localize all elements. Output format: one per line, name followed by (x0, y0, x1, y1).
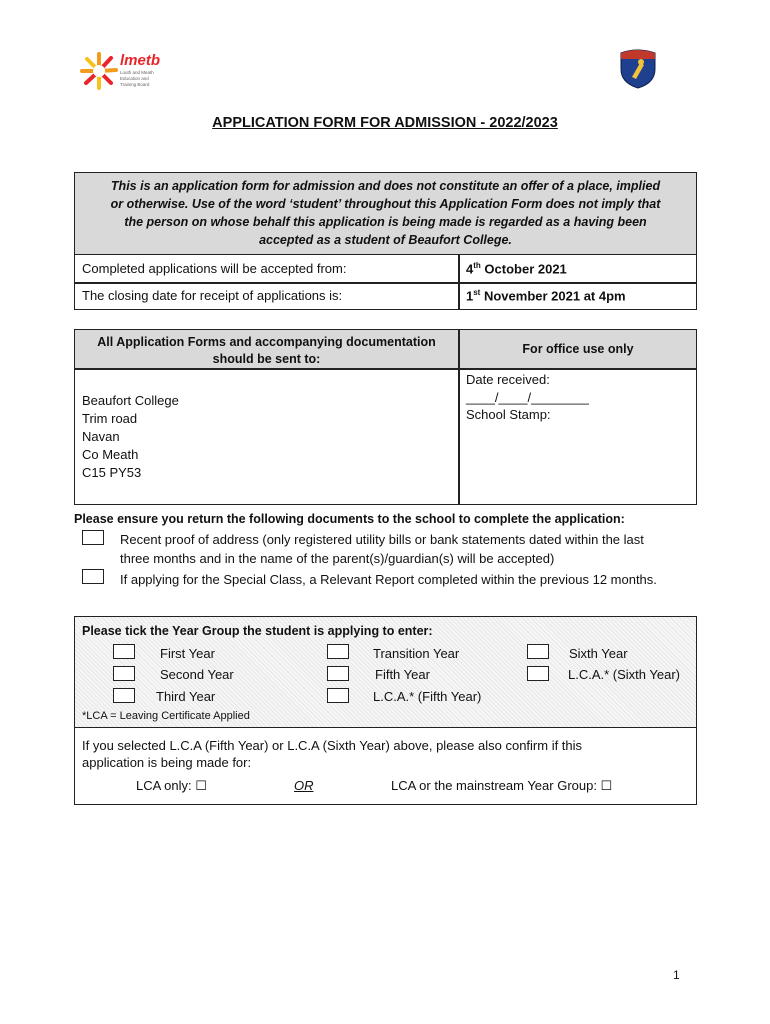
send-to-table (74, 329, 697, 505)
notice-line: This is an application form for admission and does not constitute an offer of a place, implied (110, 179, 661, 193)
special-class-report-text: If applying for the Special Class, a Relevant Report completed within the previous 12 months. (120, 572, 657, 587)
transition-year-checkbox[interactable] (327, 644, 349, 659)
year-group-box (74, 616, 697, 728)
lca-confirm-box (74, 727, 697, 805)
logo-subtitle: Louth and Meath Education and Training Board (120, 70, 154, 87)
lca-sixth-year-checkbox[interactable] (527, 666, 549, 681)
second-year-label: Second Year (160, 667, 234, 682)
fifth-year-checkbox[interactable] (327, 666, 349, 681)
sixth-year-label: Sixth Year (569, 646, 628, 661)
third-year-label: Third Year (156, 689, 216, 704)
notice-line: accepted as a student of Beaufort College. (259, 233, 512, 247)
documents-heading: Please ensure you return the following documents to the school to complete the application: (74, 512, 625, 526)
lmetb-logo (78, 50, 188, 94)
lca-fifth-year-label: L.C.A.* (Fifth Year) (373, 689, 482, 704)
special-class-report-checkbox[interactable] (82, 569, 104, 584)
send-to-heading: All Application Forms and accompanying documentation should be sent to: (97, 335, 436, 366)
dates-table (74, 254, 697, 310)
lca-confirm-line1: If you selected L.C.A (Fifth Year) or L.C.A (Sixth Year) above, please also confirm if this (82, 738, 583, 753)
logo-brand: lmetb (120, 52, 161, 69)
page-number: 1 (673, 968, 680, 982)
lca-sixth-year-label: L.C.A.* (Sixth Year) (568, 667, 680, 682)
accepted-from-label: Completed applications will be accepted from: (82, 261, 347, 276)
second-year-checkbox[interactable] (113, 666, 135, 681)
transition-year-label: Transition Year (373, 646, 460, 661)
sunburst-icon (78, 50, 120, 92)
date-received-label: Date received: (466, 372, 550, 387)
or-label: OR (294, 778, 314, 793)
school-stamp-label: School Stamp: (466, 407, 551, 422)
proof-of-address-text-line1: Recent proof of address (only registered utility bills or bank statements dated within the last (120, 532, 644, 547)
notice-line: or otherwise. Use of the word ‘student’ throughout this Application Form does not imply that (110, 197, 661, 211)
notice-line: the person on whose behalf this application is being made is regarded as a having been (124, 215, 647, 229)
sixth-year-checkbox[interactable] (527, 644, 549, 659)
school-crest (618, 47, 658, 89)
proof-of-address-text-line2: three months and in the name of the parent(s)/guardian(s) will be accepted) (120, 551, 555, 566)
proof-of-address-checkbox[interactable] (82, 530, 104, 545)
third-year-checkbox[interactable] (113, 688, 135, 703)
school-address: Beaufort College Trim road Navan Co Meath C15 PY53 (82, 393, 179, 480)
first-year-label: First Year (160, 646, 215, 661)
lca-confirm-line2: application is being made for: (82, 755, 252, 770)
closing-date: 1st November 2021 at 4pm (466, 288, 626, 304)
closing-date-label: The closing date for receipt of applications is: (82, 288, 343, 303)
first-year-checkbox[interactable] (113, 644, 135, 659)
lca-fifth-year-checkbox[interactable] (327, 688, 349, 703)
page-title: APPLICATION FORM FOR ADMISSION - 2022/2023 (212, 115, 558, 131)
date-received-blank: ____/____/________ (466, 390, 589, 405)
lca-footnote: *LCA = Leaving Certificate Applied (82, 710, 250, 722)
lca-only-option[interactable]: LCA only: ☐ (136, 778, 207, 793)
crest-icon (618, 47, 658, 89)
year-group-heading: Please tick the Year Group the student is applying to enter: (82, 624, 433, 638)
fifth-year-label: Fifth Year (375, 667, 430, 682)
lca-or-mainstream-option[interactable]: LCA or the mainstream Year Group: ☐ (391, 778, 613, 793)
office-use-heading: For office use only (522, 342, 634, 356)
accepted-from-date: 4th October 2021 (466, 261, 567, 277)
notice-box (74, 172, 697, 255)
